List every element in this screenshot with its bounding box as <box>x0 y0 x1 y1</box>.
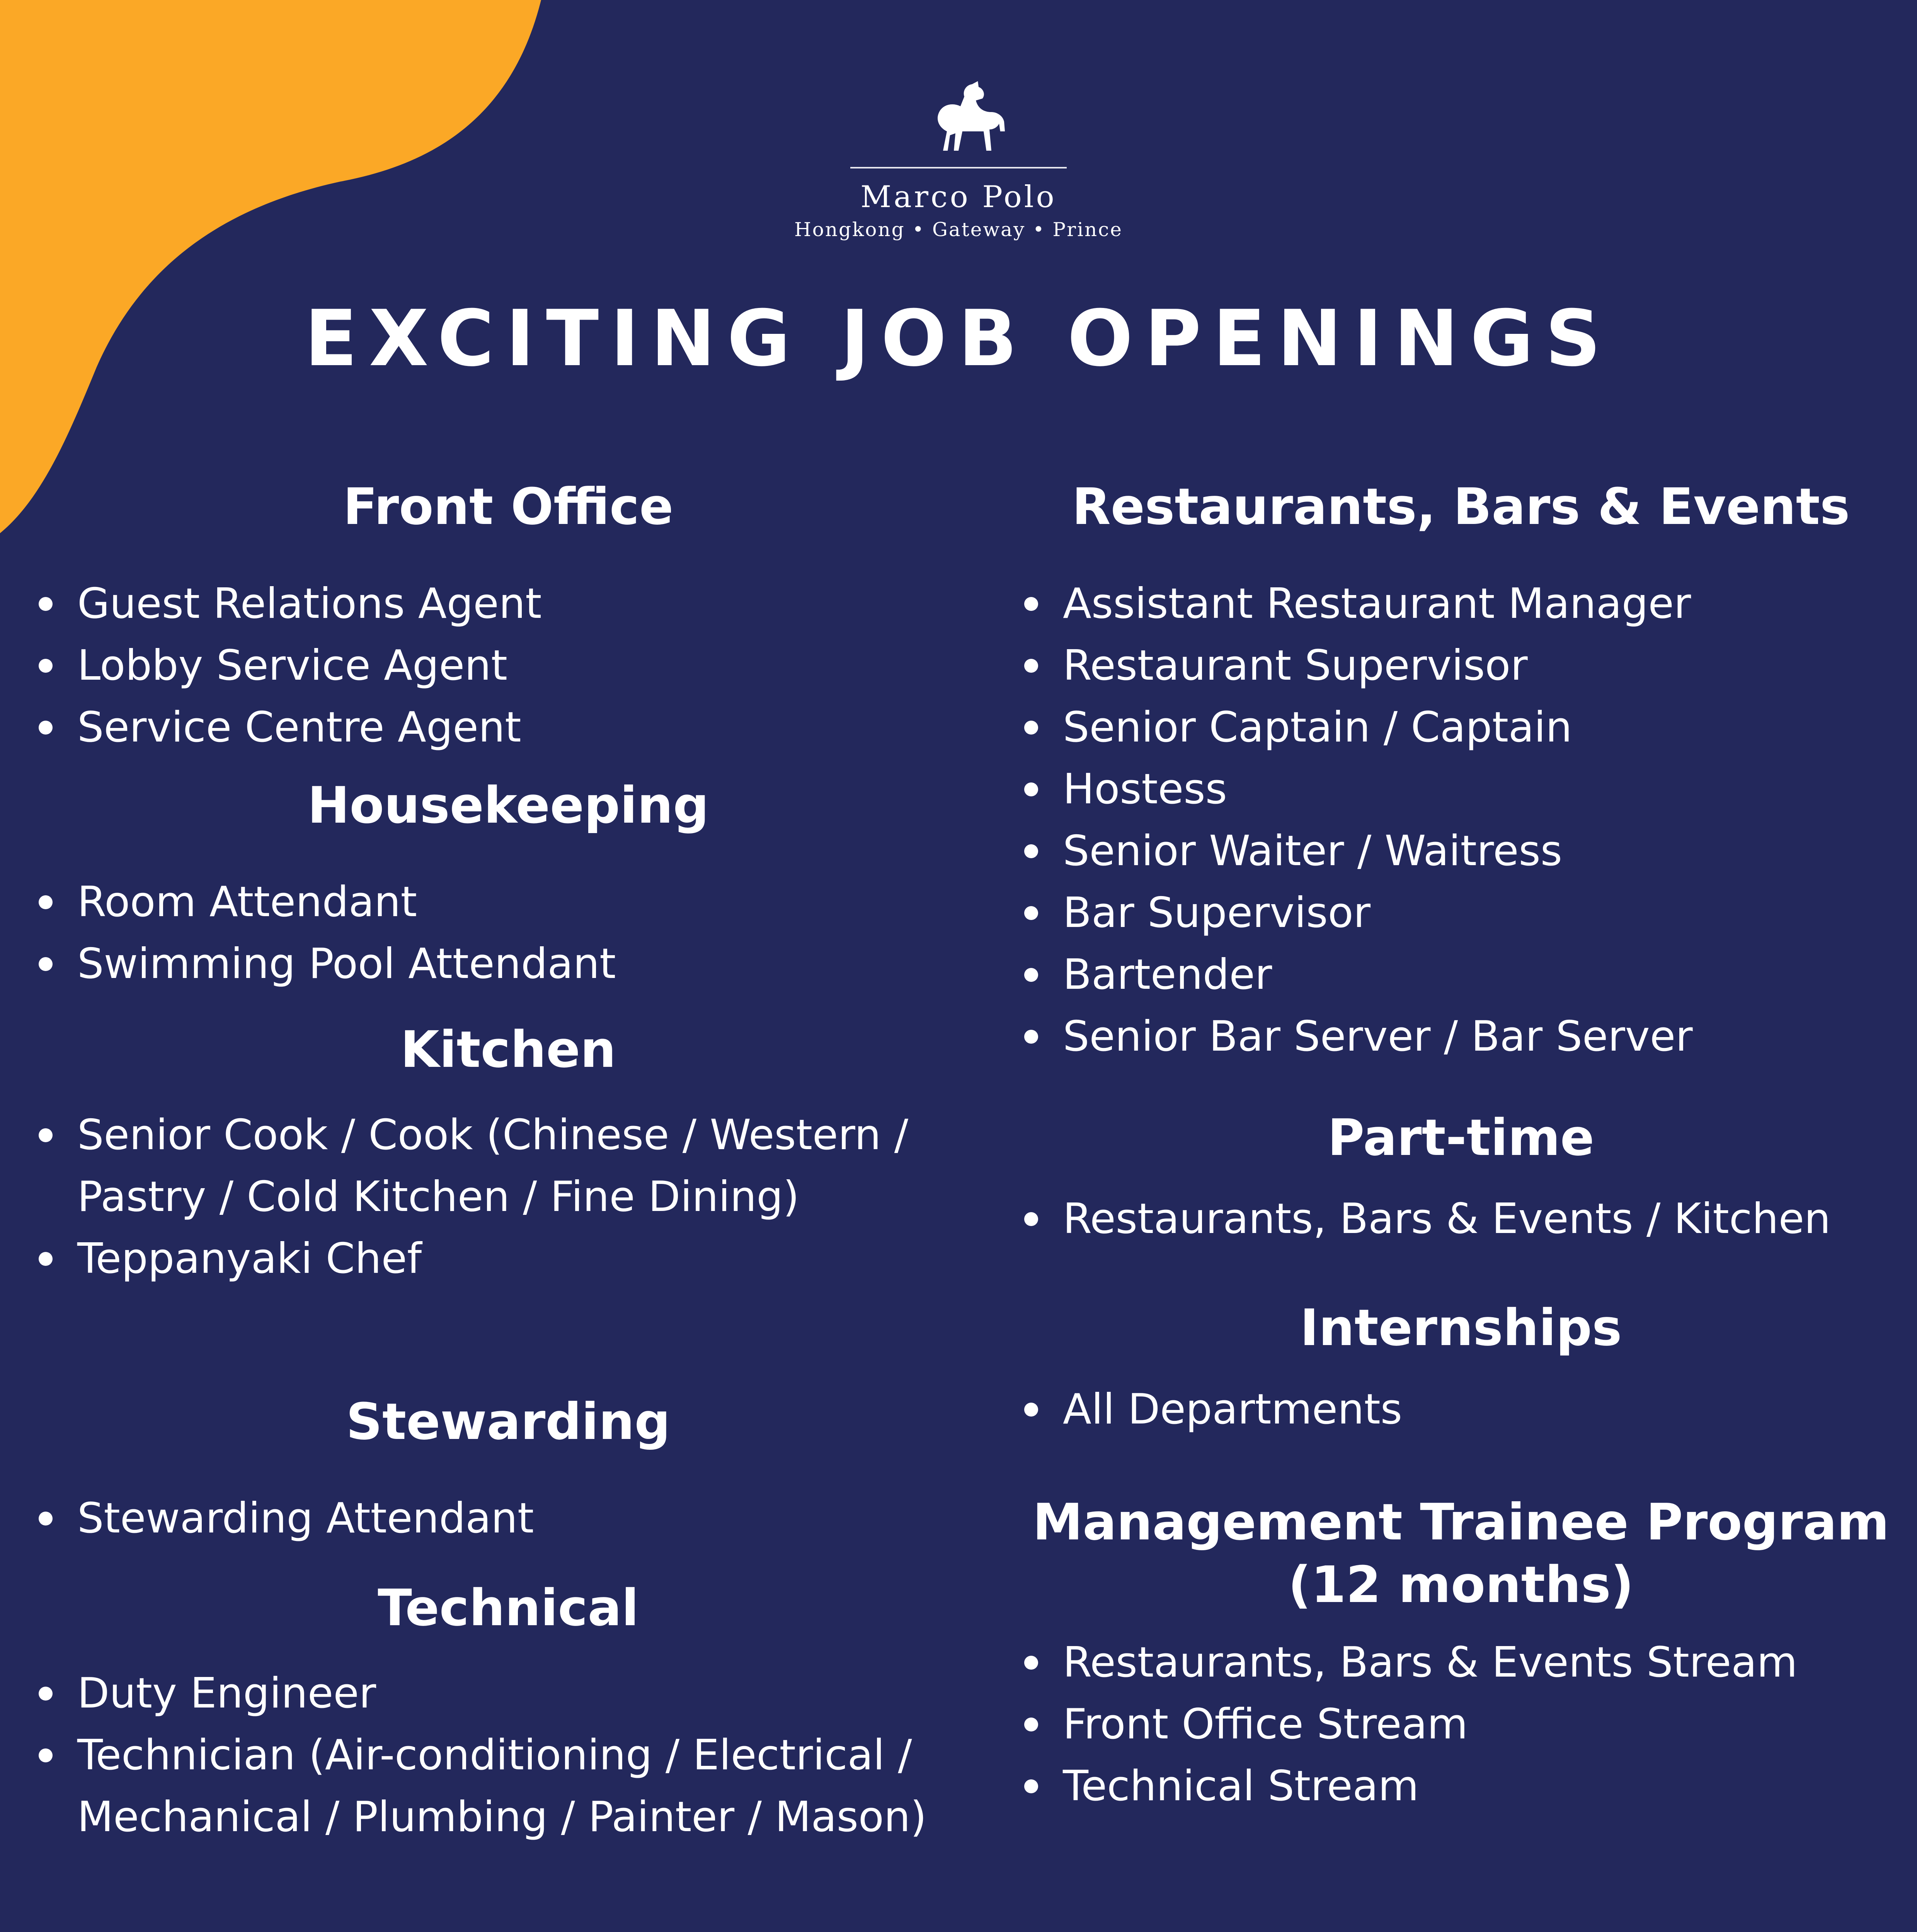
list-item: Assistant Restaurant Manager <box>1020 573 1902 635</box>
list-item: Room Attendant <box>35 871 982 933</box>
section-title: Part-time <box>1327 1108 1595 1167</box>
section-kitchen <box>35 1018 982 1290</box>
section-title: Technical <box>378 1578 639 1637</box>
list-item: Teppanyaki Chef <box>35 1228 982 1290</box>
section-front-office <box>35 475 982 759</box>
section-title: Management Trainee Program (12 months) <box>1032 1492 1890 1614</box>
section-title: Kitchen <box>400 1020 616 1079</box>
section-stewarding <box>35 1390 982 1550</box>
section-internships <box>1020 1296 1902 1440</box>
brand-properties: Hongkong • Gateway • Prince <box>794 218 1123 241</box>
horse-icon <box>881 73 1036 158</box>
list-item: Technical Stream <box>1020 1755 1902 1817</box>
section-title: Stewarding <box>346 1392 671 1451</box>
brand-name: Marco Polo <box>860 180 1057 214</box>
section-title: Restaurants, Bars & Events <box>1072 477 1850 536</box>
section-part-time <box>1020 1106 1902 1250</box>
list-item: Senior Waiter / Waitress <box>1020 820 1902 882</box>
section-housekeeping <box>35 774 982 995</box>
list-item: Restaurants, Bars & Events Stream <box>1020 1632 1902 1694</box>
right-job-column <box>1020 475 1902 1817</box>
list-item: Hostess <box>1020 759 1902 820</box>
list-item: All Departments <box>1020 1379 1902 1440</box>
list-item: Senior Bar Server / Bar Server <box>1020 1006 1902 1068</box>
list-item: Swimming Pool Attendant <box>35 933 982 995</box>
section-technical <box>35 1577 982 1848</box>
section-title: Front Office <box>343 477 674 536</box>
list-item: Bar Supervisor <box>1020 882 1902 944</box>
list-item: Service Centre Agent <box>35 697 982 759</box>
list-item: Bartender <box>1020 944 1902 1006</box>
list-item: Technician (Air-conditioning / Electrical / Mechanical / Plumbing / Painter / Mason) <box>35 1725 982 1848</box>
list-item: Duty Engineer <box>35 1663 982 1725</box>
list-item: Restaurants, Bars & Events / Kitchen <box>1020 1188 1902 1250</box>
list-item: Stewarding Attendant <box>35 1488 982 1549</box>
list-item: Senior Captain / Captain <box>1020 697 1902 759</box>
section-title: Internships <box>1300 1298 1622 1357</box>
list-item: Guest Relations Agent <box>35 573 982 635</box>
list-item: Front Office Stream <box>1020 1694 1902 1755</box>
page-title: EXCITING JOB OPENINGS <box>304 294 1612 384</box>
logo-divider <box>850 167 1067 168</box>
list-item: Senior Cook / Cook (Chinese / Western / Pastry / Cold Kitchen / Fine Dining) <box>35 1104 982 1228</box>
list-item: Lobby Service Agent <box>35 635 982 697</box>
section-restaurants-bars-events <box>1020 475 1902 1068</box>
list-item: Restaurant Supervisor <box>1020 635 1902 697</box>
section-management-trainee <box>1020 1491 1902 1817</box>
section-title: Housekeeping <box>307 776 709 835</box>
left-job-column <box>35 475 982 1848</box>
